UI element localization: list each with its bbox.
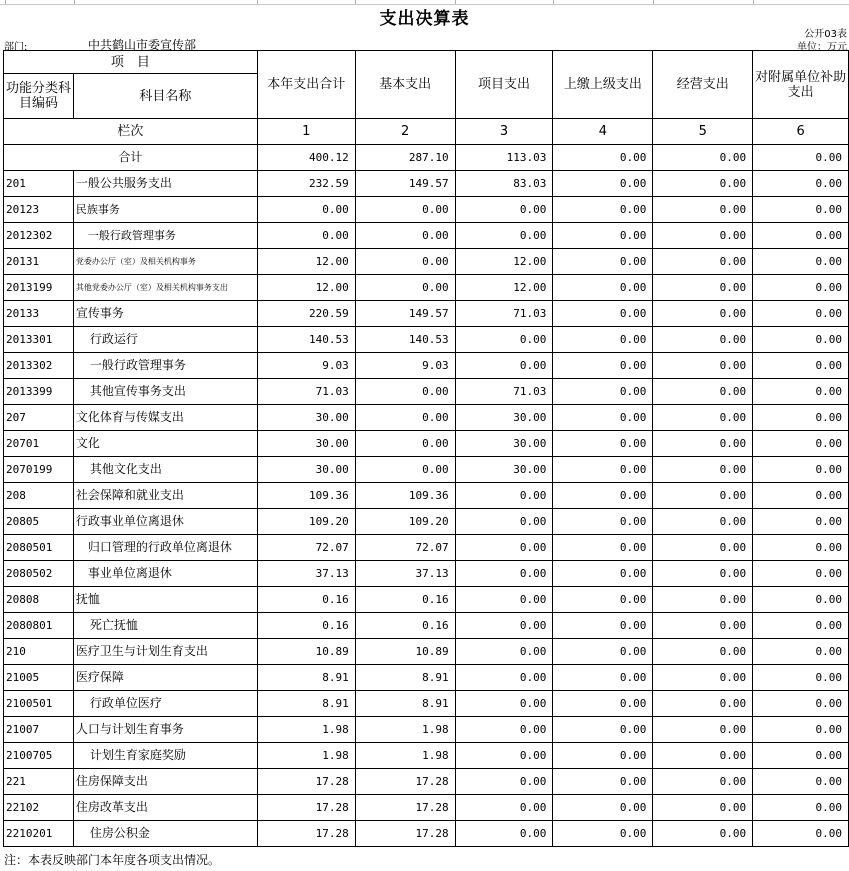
row-name: 其他宣传事务支出 — [73, 379, 257, 405]
table-row — [4, 691, 849, 717]
row-value: 0.00 — [753, 535, 849, 561]
table-row — [4, 639, 849, 665]
row-value: 0.00 — [553, 639, 653, 665]
table-row — [4, 353, 849, 379]
row-value: 37.13 — [355, 561, 455, 587]
row-value: 0.00 — [753, 457, 849, 483]
row-name: 文化体育与传媒支出 — [73, 405, 257, 431]
row-value: 1.98 — [355, 717, 455, 743]
row-value: 0.00 — [753, 353, 849, 379]
row-value: 0.00 — [553, 223, 653, 249]
row-value: 0.00 — [455, 821, 553, 847]
row-code: 2100705 — [4, 743, 74, 769]
row-value: 0.00 — [553, 483, 653, 509]
row-code: 2080501 — [4, 535, 74, 561]
column-number: 4 — [553, 119, 653, 145]
row-value: 30.00 — [257, 457, 355, 483]
row-name: 行政事业单位离退休 — [73, 509, 257, 535]
table-row — [4, 249, 849, 275]
row-code: 2100501 — [4, 691, 74, 717]
row-code: 2013302 — [4, 353, 74, 379]
row-value: 0.16 — [355, 613, 455, 639]
header-name: 科目名称 — [73, 74, 257, 119]
row-name: 事业单位离退休 — [73, 561, 257, 587]
row-name: 一般公共服务支出 — [73, 171, 257, 197]
row-value: 0.00 — [355, 379, 455, 405]
row-value: 0.16 — [257, 613, 355, 639]
row-value: 71.03 — [455, 379, 553, 405]
row-value: 30.00 — [455, 431, 553, 457]
total-value: 287.10 — [355, 145, 455, 171]
row-name: 一般行政管理事务 — [73, 223, 257, 249]
table-row — [4, 275, 849, 301]
row-value: 17.28 — [257, 821, 355, 847]
row-value: 0.00 — [553, 561, 653, 587]
row-value: 0.00 — [653, 561, 753, 587]
row-code: 2012302 — [4, 223, 74, 249]
row-value: 1.98 — [257, 743, 355, 769]
row-value: 0.00 — [553, 665, 653, 691]
row-value: 0.00 — [455, 223, 553, 249]
row-value: 0.00 — [553, 405, 653, 431]
row-value: 232.59 — [257, 171, 355, 197]
table-row — [4, 821, 849, 847]
row-value: 0.00 — [553, 743, 653, 769]
total-row — [4, 145, 849, 171]
row-name: 人口与计划生育事务 — [73, 717, 257, 743]
table-row — [4, 613, 849, 639]
row-value: 0.00 — [653, 301, 753, 327]
row-value: 0.00 — [553, 587, 653, 613]
row-value: 0.00 — [455, 587, 553, 613]
row-value: 149.57 — [355, 171, 455, 197]
row-value: 0.00 — [753, 821, 849, 847]
row-value: 0.00 — [653, 795, 753, 821]
row-value: 0.00 — [753, 249, 849, 275]
row-value: 0.00 — [553, 535, 653, 561]
row-value: 0.00 — [553, 301, 653, 327]
row-value: 0.00 — [753, 691, 849, 717]
row-value: 12.00 — [257, 275, 355, 301]
row-value: 0.00 — [753, 743, 849, 769]
row-value: 0.00 — [653, 405, 753, 431]
row-value: 1.98 — [257, 717, 355, 743]
row-value: 0.00 — [455, 665, 553, 691]
row-name: 民族事务 — [73, 197, 257, 223]
department-label: 部门: — [4, 42, 28, 53]
row-value: 17.28 — [355, 795, 455, 821]
row-value: 0.00 — [753, 275, 849, 301]
row-value: 0.00 — [753, 613, 849, 639]
row-value: 0.00 — [653, 353, 753, 379]
row-value: 71.03 — [257, 379, 355, 405]
row-code: 208 — [4, 483, 74, 509]
header-col-project: 项目支出 — [455, 51, 553, 119]
row-value: 0.00 — [355, 457, 455, 483]
row-value: 30.00 — [455, 457, 553, 483]
row-code: 20805 — [4, 509, 74, 535]
row-value: 0.16 — [355, 587, 455, 613]
table-row — [4, 561, 849, 587]
row-name: 社会保障和就业支出 — [73, 483, 257, 509]
row-value: 149.57 — [355, 301, 455, 327]
row-name: 医疗卫生与计划生育支出 — [73, 639, 257, 665]
row-name: 行政运行 — [73, 327, 257, 353]
table-row — [4, 743, 849, 769]
column-number: 1 — [257, 119, 355, 145]
row-value: 0.00 — [753, 587, 849, 613]
column-number: 6 — [753, 119, 849, 145]
row-value: 0.00 — [753, 639, 849, 665]
row-code: 20808 — [4, 587, 74, 613]
row-value: 0.00 — [553, 353, 653, 379]
row-value: 0.00 — [455, 535, 553, 561]
row-code: 22102 — [4, 795, 74, 821]
row-code: 20123 — [4, 197, 74, 223]
header-col-total: 本年支出合计 — [257, 51, 355, 119]
table-row — [4, 795, 849, 821]
row-code: 2013199 — [4, 275, 74, 301]
row-value: 0.00 — [455, 717, 553, 743]
row-code: 201 — [4, 171, 74, 197]
row-name: 其他文化支出 — [73, 457, 257, 483]
row-value: 0.00 — [455, 483, 553, 509]
row-value: 109.36 — [355, 483, 455, 509]
row-code: 2210201 — [4, 821, 74, 847]
table-row — [4, 431, 849, 457]
row-value: 0.00 — [653, 379, 753, 405]
row-value: 0.00 — [355, 275, 455, 301]
department-name: 中共鹤山市委宣传部 — [88, 38, 197, 52]
row-name: 抚恤 — [73, 587, 257, 613]
row-value: 140.53 — [355, 327, 455, 353]
row-value: 0.00 — [355, 249, 455, 275]
row-value: 0.00 — [653, 223, 753, 249]
row-value: 0.00 — [553, 717, 653, 743]
row-value: 0.00 — [455, 795, 553, 821]
row-code: 20133 — [4, 301, 74, 327]
row-value: 0.00 — [653, 769, 753, 795]
row-value: 0.00 — [455, 353, 553, 379]
row-value: 0.00 — [653, 613, 753, 639]
row-name: 医疗保障 — [73, 665, 257, 691]
table-row — [4, 379, 849, 405]
row-value: 0.00 — [553, 821, 653, 847]
row-value: 17.28 — [257, 795, 355, 821]
header-code: 功能分类科目编码 — [4, 74, 74, 119]
form-number: 公开03表 — [804, 29, 847, 40]
row-value: 0.00 — [257, 197, 355, 223]
table-row — [4, 665, 849, 691]
row-value: 0.00 — [455, 769, 553, 795]
table-row — [4, 457, 849, 483]
row-value: 30.00 — [257, 405, 355, 431]
row-value: 12.00 — [257, 249, 355, 275]
row-value: 10.89 — [257, 639, 355, 665]
row-value: 0.00 — [653, 171, 753, 197]
table-row — [4, 171, 849, 197]
row-value: 9.03 — [257, 353, 355, 379]
table-row — [4, 197, 849, 223]
header-row-1 — [4, 51, 849, 74]
row-value: 0.00 — [653, 743, 753, 769]
row-name: 住房公积金 — [73, 821, 257, 847]
row-value: 12.00 — [455, 275, 553, 301]
row-value: 0.00 — [553, 379, 653, 405]
row-value: 37.13 — [257, 561, 355, 587]
row-value: 72.07 — [355, 535, 455, 561]
row-value: 0.00 — [455, 613, 553, 639]
row-code: 21007 — [4, 717, 74, 743]
row-value: 0.00 — [753, 379, 849, 405]
row-value: 71.03 — [455, 301, 553, 327]
table-row — [4, 301, 849, 327]
row-value: 72.07 — [257, 535, 355, 561]
row-code: 210 — [4, 639, 74, 665]
row-name: 一般行政管理事务 — [73, 353, 257, 379]
row-code: 21005 — [4, 665, 74, 691]
row-code: 2080801 — [4, 613, 74, 639]
row-value: 0.00 — [455, 561, 553, 587]
total-value: 0.00 — [753, 145, 849, 171]
row-code: 2013301 — [4, 327, 74, 353]
row-value: 0.00 — [653, 587, 753, 613]
row-value: 0.00 — [455, 639, 553, 665]
table-row — [4, 509, 849, 535]
row-value: 0.00 — [753, 223, 849, 249]
row-code: 20701 — [4, 431, 74, 457]
row-value: 17.28 — [355, 821, 455, 847]
row-value: 0.00 — [553, 431, 653, 457]
row-value: 0.00 — [753, 665, 849, 691]
row-value: 0.00 — [455, 509, 553, 535]
row-name: 死亡抚恤 — [73, 613, 257, 639]
total-value: 400.12 — [257, 145, 355, 171]
row-value: 0.00 — [753, 717, 849, 743]
row-value: 0.00 — [257, 223, 355, 249]
row-value: 109.36 — [257, 483, 355, 509]
row-value: 0.00 — [553, 691, 653, 717]
table-row — [4, 483, 849, 509]
row-code: 207 — [4, 405, 74, 431]
table-row — [4, 717, 849, 743]
row-code: 2070199 — [4, 457, 74, 483]
row-value: 8.91 — [355, 691, 455, 717]
row-value: 0.00 — [653, 197, 753, 223]
row-name: 住房改革支出 — [73, 795, 257, 821]
row-value: 0.00 — [553, 795, 653, 821]
row-value: 8.91 — [257, 691, 355, 717]
row-name: 归口管理的行政单位离退休 — [73, 535, 257, 561]
row-value: 0.16 — [257, 587, 355, 613]
row-value: 0.00 — [653, 431, 753, 457]
row-value: 0.00 — [753, 561, 849, 587]
column-number-row — [4, 119, 849, 145]
row-value: 0.00 — [653, 665, 753, 691]
row-value: 0.00 — [653, 327, 753, 353]
row-value: 0.00 — [455, 327, 553, 353]
row-name: 党委办公厅（室）及相关机构事务 — [73, 249, 257, 275]
row-value: 140.53 — [257, 327, 355, 353]
row-value: 0.00 — [553, 613, 653, 639]
row-value: 220.59 — [257, 301, 355, 327]
row-value: 0.00 — [653, 457, 753, 483]
table-row — [4, 535, 849, 561]
row-value: 0.00 — [653, 249, 753, 275]
header-col-operating: 经营支出 — [653, 51, 753, 119]
column-number-label: 栏次 — [4, 119, 258, 145]
row-value: 30.00 — [455, 405, 553, 431]
column-number: 2 — [355, 119, 455, 145]
row-value: 109.20 — [355, 509, 455, 535]
table-row — [4, 327, 849, 353]
row-value: 0.00 — [355, 405, 455, 431]
row-value: 17.28 — [355, 769, 455, 795]
row-value: 0.00 — [553, 275, 653, 301]
header-col-basic: 基本支出 — [355, 51, 455, 119]
row-value: 0.00 — [355, 197, 455, 223]
row-name: 文化 — [73, 431, 257, 457]
expenditure-table — [3, 50, 849, 847]
row-value: 0.00 — [753, 431, 849, 457]
row-value: 0.00 — [753, 327, 849, 353]
row-value: 0.00 — [553, 769, 653, 795]
row-name: 计划生育家庭奖励 — [73, 743, 257, 769]
row-value: 10.89 — [355, 639, 455, 665]
row-code: 2013399 — [4, 379, 74, 405]
row-value: 0.00 — [653, 535, 753, 561]
row-value: 0.00 — [753, 171, 849, 197]
column-number: 5 — [653, 119, 753, 145]
total-value: 0.00 — [553, 145, 653, 171]
row-value: 0.00 — [753, 769, 849, 795]
row-value: 0.00 — [753, 301, 849, 327]
row-value: 0.00 — [753, 795, 849, 821]
page-title: 支出决算表 — [379, 9, 470, 29]
row-value: 1.98 — [355, 743, 455, 769]
row-value: 9.03 — [355, 353, 455, 379]
row-value: 0.00 — [455, 197, 553, 223]
table-row — [4, 587, 849, 613]
row-value: 83.03 — [455, 171, 553, 197]
row-value: 17.28 — [257, 769, 355, 795]
row-value: 8.91 — [257, 665, 355, 691]
row-value: 12.00 — [455, 249, 553, 275]
table-note: 注：本表反映部门本年度各项支出情况。 — [4, 853, 221, 867]
row-value: 0.00 — [553, 509, 653, 535]
row-value: 0.00 — [553, 457, 653, 483]
total-value: 113.03 — [455, 145, 553, 171]
table-row — [4, 223, 849, 249]
row-name: 其他党委办公厅（室）及相关机构事务支出 — [73, 275, 257, 301]
column-number: 3 — [455, 119, 553, 145]
row-value: 0.00 — [653, 275, 753, 301]
row-value: 30.00 — [257, 431, 355, 457]
header-item: 项 目 — [4, 51, 258, 74]
table-row — [4, 405, 849, 431]
header-col-remit: 上缴上级支出 — [553, 51, 653, 119]
row-value: 0.00 — [753, 405, 849, 431]
row-value: 0.00 — [653, 483, 753, 509]
row-value: 109.20 — [257, 509, 355, 535]
row-value: 0.00 — [753, 509, 849, 535]
row-value: 0.00 — [653, 639, 753, 665]
row-code: 2080502 — [4, 561, 74, 587]
row-name: 住房保障支出 — [73, 769, 257, 795]
row-value: 0.00 — [553, 171, 653, 197]
row-value: 0.00 — [355, 431, 455, 457]
row-value: 0.00 — [753, 483, 849, 509]
row-value: 0.00 — [455, 743, 553, 769]
row-value: 8.91 — [355, 665, 455, 691]
row-value: 0.00 — [653, 691, 753, 717]
unit-label: 单位：万元 — [797, 42, 847, 53]
header-col-subsidy: 对附属单位补助支出 — [753, 51, 849, 119]
total-label: 合计 — [4, 145, 258, 171]
row-value: 0.00 — [455, 691, 553, 717]
row-value: 0.00 — [553, 249, 653, 275]
table-row — [4, 769, 849, 795]
row-value: 0.00 — [653, 821, 753, 847]
row-value: 0.00 — [653, 509, 753, 535]
row-value: 0.00 — [753, 197, 849, 223]
row-value: 0.00 — [553, 327, 653, 353]
row-value: 0.00 — [653, 717, 753, 743]
row-value: 0.00 — [553, 197, 653, 223]
row-code: 221 — [4, 769, 74, 795]
row-code: 20131 — [4, 249, 74, 275]
total-value: 0.00 — [653, 145, 753, 171]
row-value: 0.00 — [355, 223, 455, 249]
row-name: 宣传事务 — [73, 301, 257, 327]
row-name: 行政单位医疗 — [73, 691, 257, 717]
